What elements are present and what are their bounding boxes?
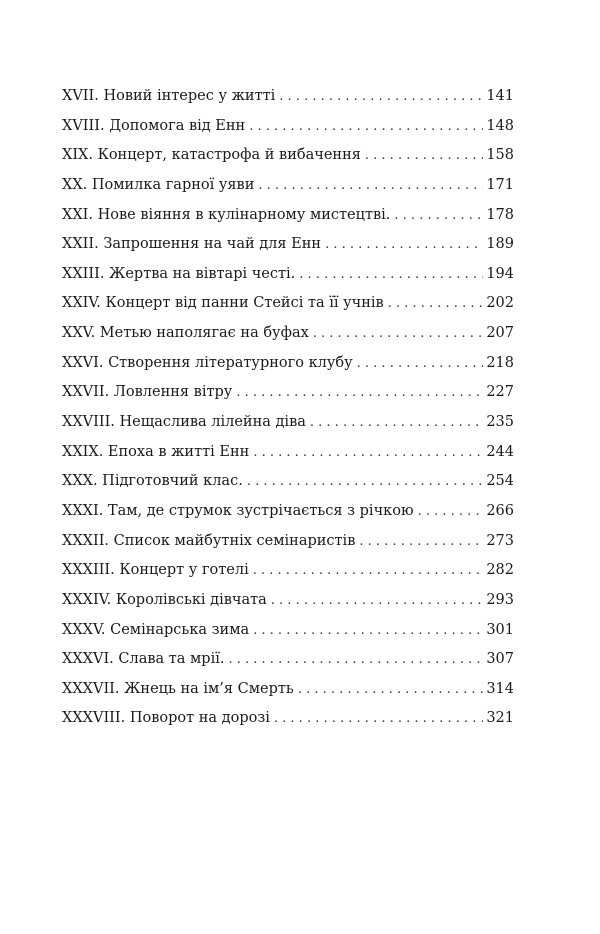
- toc-entry: [62, 408, 514, 438]
- toc-dot-leader: [388, 289, 484, 319]
- toc-entry-title: XVIII. Допомога від Енн: [62, 117, 246, 134]
- toc-dot-leader: [274, 704, 483, 734]
- toc-entry-title: XXI. Нове віяння в кулінарному мистецтві.: [62, 206, 391, 223]
- toc-entry-page: 254: [486, 473, 514, 490]
- toc-dot-leader: [418, 497, 484, 527]
- toc-dot-leader: [359, 527, 483, 557]
- toc-dot-leader: [298, 675, 483, 705]
- toc-dot-leader: [299, 260, 483, 290]
- toc-entry: [62, 497, 514, 527]
- toc-entry-page: 235: [486, 414, 514, 431]
- toc-entry-title: XXVI. Створення літературного клубу: [62, 354, 353, 371]
- toc-dot-leader: [247, 467, 484, 497]
- toc-dot-leader: [271, 586, 484, 616]
- toc-entry-title: XXIV. Концерт від панни Стейсі та її учнів: [62, 295, 384, 312]
- toc-dot-leader: [310, 408, 483, 438]
- toc-entry-page: 178: [486, 206, 514, 223]
- toc-entry-title: XXXVI. Слава та мрії.: [62, 651, 225, 668]
- toc-entry: [62, 319, 514, 349]
- toc-entry-page: 148: [486, 117, 514, 134]
- toc-entry: [62, 201, 514, 231]
- toc-entry-page: 189: [486, 236, 514, 253]
- toc-entry: [62, 141, 514, 171]
- toc-dot-leader: [365, 141, 483, 171]
- toc-entry-title: XXXIV. Королівські дівчата: [62, 591, 267, 608]
- toc-entry-title: XX. Помилка гарної уяви: [62, 176, 255, 193]
- toc-entry-page: 141: [486, 88, 514, 104]
- toc-entry-title: XXXVIII. Поворот на дорозі: [62, 710, 270, 727]
- toc-entry: [62, 645, 514, 675]
- toc-dot-leader: [313, 319, 484, 349]
- toc-entry: [62, 349, 514, 379]
- toc-dot-leader: [258, 171, 483, 201]
- toc-entry-page: 194: [486, 265, 514, 282]
- toc-entry-page: 158: [486, 147, 514, 164]
- toc-entry: [62, 556, 514, 586]
- toc-entry: [62, 378, 514, 408]
- toc-entry-page: 207: [486, 325, 514, 342]
- toc-entry: [62, 112, 514, 142]
- toc-entry-page: 282: [486, 562, 514, 579]
- toc-dot-leader: [253, 438, 483, 468]
- toc-entry-page: 227: [486, 384, 514, 401]
- toc-entry-title: XXIX. Епоха в житті Енн: [62, 443, 250, 460]
- toc-entry-page: 218: [486, 354, 514, 371]
- toc-dot-leader: [253, 616, 483, 646]
- toc-entry-page: 244: [486, 443, 514, 460]
- toc-dot-leader: [394, 201, 483, 231]
- table-of-contents: [62, 82, 514, 734]
- toc-entry: [62, 616, 514, 646]
- toc-entry: [62, 260, 514, 290]
- toc-entry-title: XXXIII. Концерт у готелі: [62, 562, 249, 579]
- toc-entry: [62, 527, 514, 557]
- toc-entry-page: 266: [486, 502, 514, 519]
- toc-dot-leader: [325, 230, 483, 260]
- toc-entry-title: XXVIII. Нещаслива лілейна діва: [62, 414, 306, 431]
- toc-entry-page: 293: [486, 591, 514, 608]
- toc-entry: [62, 438, 514, 468]
- toc-entry-title: XXV. Метью наполягає на буфах: [62, 325, 309, 342]
- toc-entry-title: XXXI. Там, де струмок зустрічається з річкою: [62, 502, 414, 519]
- toc-entry: [62, 704, 514, 734]
- toc-dot-leader: [253, 556, 484, 586]
- toc-entry-title: XXII. Запрошення на чай для Енн: [62, 236, 322, 253]
- toc-dot-leader: [228, 645, 483, 675]
- toc-entry-title: XVII. Новий інтерес у житті: [62, 88, 276, 104]
- toc-dot-leader: [236, 378, 483, 408]
- toc-entry: [62, 675, 514, 705]
- toc-entry-page: 202: [486, 295, 514, 312]
- toc-entry-page: 171: [486, 176, 514, 193]
- toc-entry: [62, 289, 514, 319]
- toc-entry-title: XXX. Підготовчий клас.: [62, 473, 243, 490]
- toc-dot-leader: [279, 82, 483, 112]
- toc-entry-title: XIX. Концерт, катастрофа й вибачення: [62, 147, 361, 164]
- toc-dot-leader: [357, 349, 484, 379]
- toc-entry: [62, 82, 514, 112]
- toc-entry-title: XXXVII. Жнець на ім’я Смерть: [62, 680, 294, 697]
- toc-entry-page: 307: [486, 651, 514, 668]
- toc-entry-title: XXXV. Семінарська зима: [62, 621, 250, 638]
- toc-dot-leader: [249, 112, 483, 142]
- toc-entry: [62, 467, 514, 497]
- toc-entry-page: 273: [486, 532, 514, 549]
- toc-entry-page: 321: [486, 710, 514, 727]
- toc-entry-page: 314: [486, 680, 514, 697]
- toc-entry-title: XXXII. Список майбутніх семінаристів: [62, 532, 356, 549]
- toc-entry: [62, 171, 514, 201]
- toc-entry-title: XXIII. Жертва на вівтарі честі.: [62, 265, 296, 282]
- toc-entry-page: 301: [486, 621, 514, 638]
- toc-entry: [62, 586, 514, 616]
- toc-entry: [62, 230, 514, 260]
- toc-entry-title: XXVII. Ловлення вітру: [62, 384, 233, 401]
